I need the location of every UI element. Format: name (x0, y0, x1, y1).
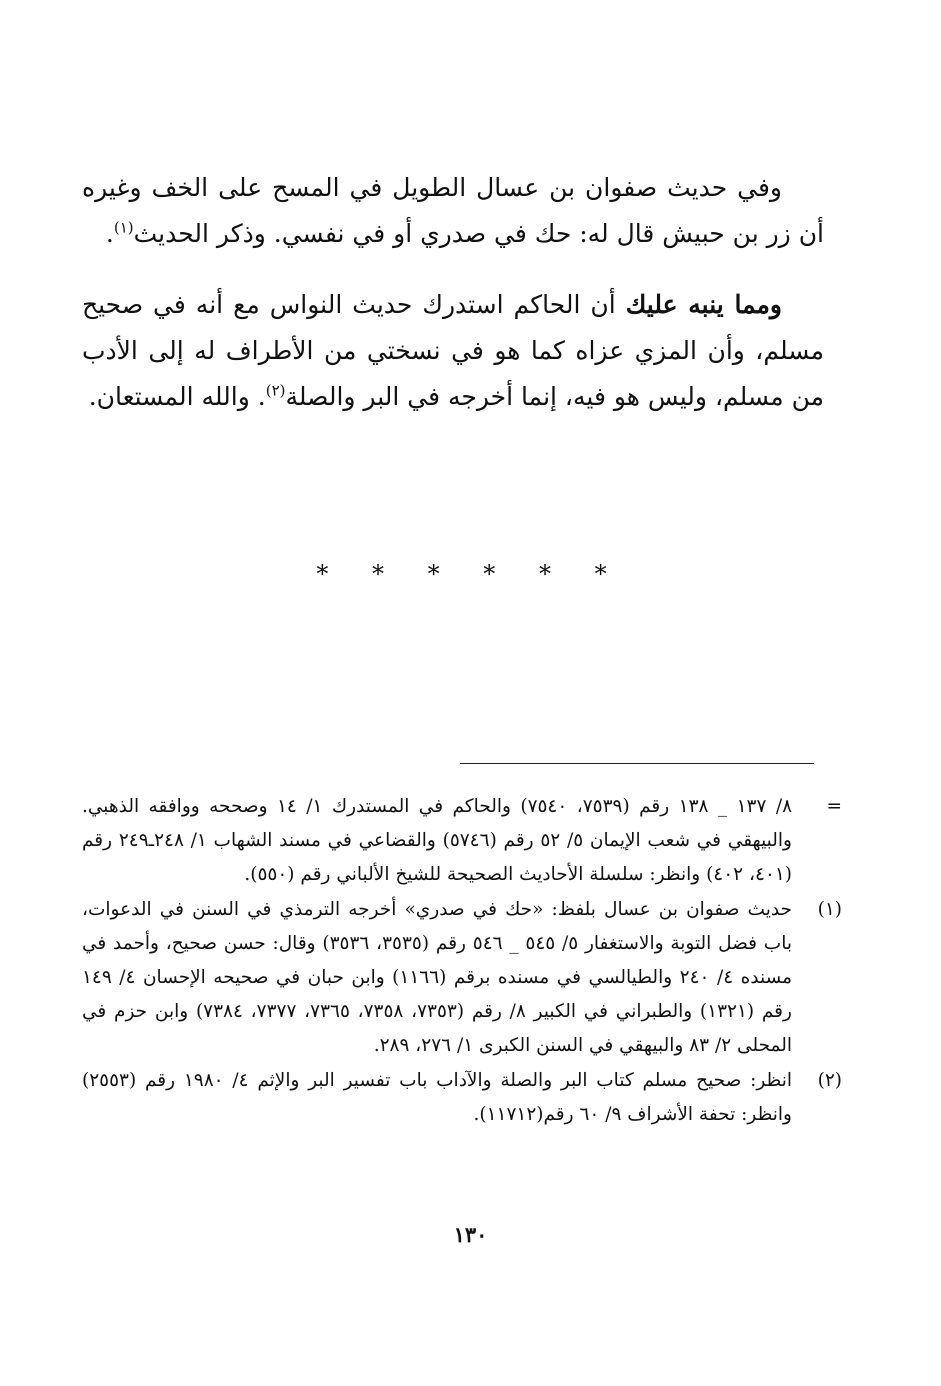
paragraph-1-body (82, 165, 824, 257)
paragraph-1-tail: . (105, 219, 114, 248)
paragraph-2 (82, 282, 824, 420)
footnote-text: حديث صفوان بن عسال بلفظ: «حك في صدري» أخرجه الترمذي في السنن في الدعوات، باب فضل التوبة والاستغفار ٥/ ٥٤٥ _ ٥٤٦ رقم (٣٥٣٥، ٣٥٣٦) وقال: حسن صحيح، وأحمد في مسنده ٤/ ٢٤٠ والطيالسي في مسنده برقم (١١٦٦) وابن حبان في صحيحه الإحسان ٤/ ١٤٩ رقم (١٣٢١) والطبراني في الكبير ٨/ رقم (٧٣٥٣، ٧٣٥٨، ٧٣٦٥، ٧٣٧٧، ٧٣٨٤) وابن حزم في المحلى ٢/ ٨٣ والبيهقي في السنن الكبرى ١/ ٢٧٦، ٢٨٩. (82, 898, 793, 1057)
page-number: ١٣٠ (453, 1222, 488, 1247)
footnote-marker: (٢) (817, 1069, 842, 1091)
section-separator: * * * * * * (316, 560, 625, 588)
footnote-1 (82, 893, 842, 1064)
footnote-text: ٨/ ١٣٧ _ ١٣٨ رقم (٧٥٣٩، ٧٥٤٠) والحاكم في المستدرك ١/ ١٤ وصححه ووافقه الذهبي. والبيهقي في شعب الإيمان ٥/ ٥٢ رقم (٥٧٤٦) والقضاعي في مسند الشهاب ١/ ٢٤٨ـ٢٤٩ رقم (٤٠١، ٤٠٢) وانظر: سلسلة الأحاديث الصحيحة للشيخ الألباني رقم (٥٥٠). (82, 796, 792, 886)
paragraph-2-body (82, 282, 824, 420)
paragraph-1 (82, 165, 824, 257)
footnote-continued (82, 790, 842, 893)
paragraph-2-lead: ومما ينبه عليك (625, 290, 782, 319)
footnote-ref-2: (٢) (265, 381, 286, 400)
footnote-2 (82, 1064, 842, 1132)
footnote-divider (460, 763, 814, 764)
footnote-marker: (١) (817, 898, 842, 920)
footnote-text: انظر: صحيح مسلم كتاب البر والصلة والآداب باب تفسير البر والإثم ٤/ ١٩٨٠ رقم (٢٥٥٣) وانظر: تحفة الأشراف ٩/ ٦٠ رقم(١١٧١٢). (82, 1069, 792, 1125)
paragraph-2-tail: . والله المستعان. (88, 382, 266, 411)
footnote-marker: = (826, 796, 842, 817)
footnote-ref-1: (١) (113, 218, 134, 237)
footnotes (82, 790, 842, 1132)
paragraph-2-text: أن الحاكم استدرك حديث النواس مع أنه في صحيح مسلم، وأن المزي عزاه كما هو في نسختي من الأطراف له إلى الأدب من مسلم، وليس هو فيه، إنما أخرجه في البر والصلة (82, 290, 824, 411)
paragraph-1-text: وفي حديث صفوان بن عسال الطويل في المسح على الخف وغيره أن زر بن حبيش قال له: حك في صدري أو في نفسي. وذكر الحديث (82, 173, 824, 248)
